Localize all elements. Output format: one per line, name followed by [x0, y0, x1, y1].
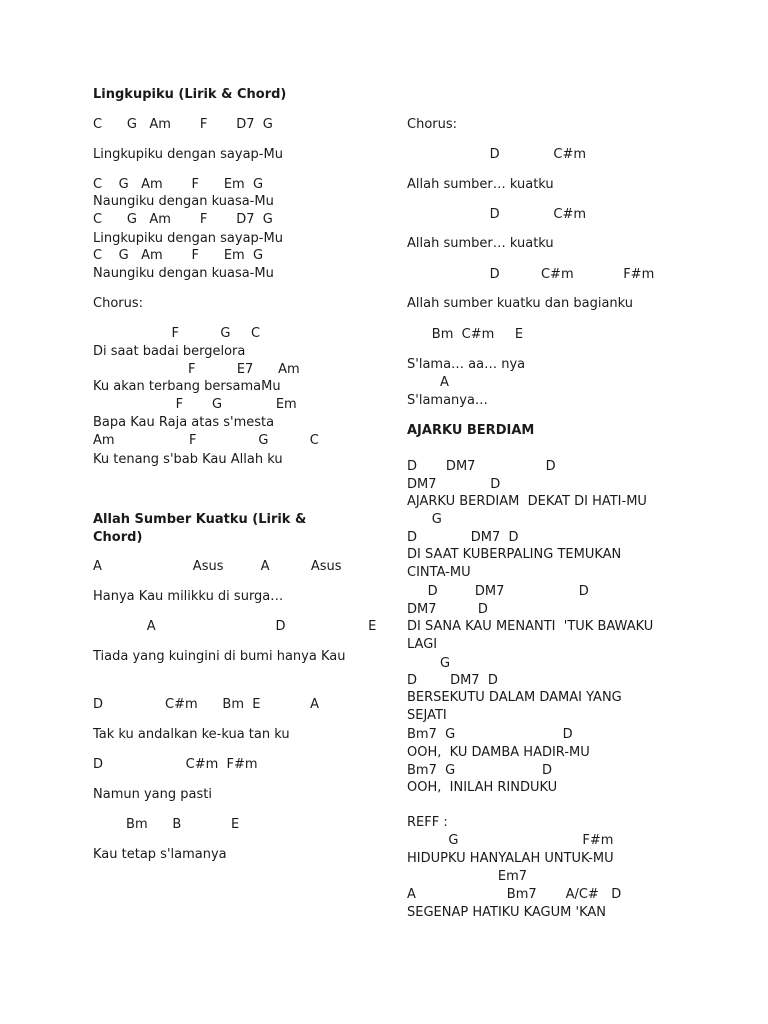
chord-line: D DM7 D	[407, 584, 589, 599]
chord-line: A Asus A Asus	[93, 559, 342, 574]
lyric-line: BERSEKUTU DALAM DAMAI YANG SEJATI	[407, 690, 626, 723]
chord-line: G	[407, 512, 442, 527]
lyric-line: Naungiku dengan kuasa-Mu	[93, 194, 274, 209]
lyric-line: Ku tenang s'bab Kau Allah ku	[93, 452, 283, 467]
lyric-line: DI SANA KAU MENANTI 'TUK BAWAKU LAGI	[407, 619, 658, 652]
chorus-label: Chorus:	[93, 296, 144, 311]
lyric-line: AJARKU BERDIAM DEKAT DI HATI-MU	[407, 494, 647, 509]
lyric-line: OOH, KU DAMBA HADIR-MU	[407, 745, 590, 760]
chord-line: DM7 D	[407, 602, 488, 617]
chord-line: Bm7 G D	[407, 763, 552, 778]
chord-line: D C#m Bm E A	[93, 697, 319, 712]
chord-line: D C#m F#m	[407, 267, 655, 282]
chord-line: A Bm7 A/C# D	[407, 887, 622, 902]
lyric-line: Allah sumber… kuatku	[407, 236, 554, 251]
lyric-line: Tiada yang kuingini di bumi hanya Kau	[93, 649, 346, 664]
chord-line: Em7	[407, 869, 528, 884]
lyric-line: DI SAAT KUBERPALING TEMUKAN CINTA-MU	[407, 547, 626, 580]
chord-line: G	[407, 656, 451, 671]
chord-line: DM7 D	[407, 477, 501, 492]
chord-line: C G Am F D7 G	[93, 117, 273, 132]
chorus-label: Chorus:	[407, 117, 458, 132]
chord-line: Bm B E	[93, 817, 240, 832]
lyric-line: HIDUPKU HANYALAH UNTUK-MU	[407, 851, 614, 866]
reff-label: REFF :	[407, 815, 448, 830]
lyric-line: Lingkupiku dengan sayap-Mu	[93, 147, 283, 162]
chord-line: A	[407, 375, 449, 390]
lyric-line: S'lamanya…	[407, 393, 488, 408]
chord-line: C G Am F Em G	[93, 177, 264, 192]
lyric-line: Namun yang pasti	[93, 787, 212, 802]
chord-line: Bm7 G D	[407, 727, 573, 742]
lyric-line: Allah sumber… kuatku	[407, 177, 554, 192]
lyric-line: Ku akan terbang bersamaMu	[93, 379, 281, 394]
lyric-line: Di saat badai bergelora	[93, 344, 246, 359]
song-title-allah-sumber-kuatku: Allah Sumber Kuatku (Lirik & Chord)	[93, 512, 311, 545]
chord-line: G F#m	[407, 833, 614, 848]
lyric-line: S'lama… aa… nya	[407, 357, 526, 372]
chord-line: D C#m	[407, 147, 587, 162]
chord-line: Am F G C	[93, 433, 319, 448]
lyric-line: Bapa Kau Raja atas s'mesta	[93, 415, 275, 430]
lyric-line: Hanya Kau milikku di surga…	[93, 589, 284, 604]
lyric-line: Lingkupiku dengan sayap-Mu	[93, 231, 283, 246]
chord-line: D DM7 D	[407, 673, 498, 688]
lyric-line: Tak ku andalkan ke-kua tan ku	[93, 727, 290, 742]
chord-line: A D E	[93, 619, 377, 634]
chord-line: D DM7 D	[407, 459, 556, 474]
lyric-line: OOH, INILAH RINDUKU	[407, 780, 558, 795]
lyric-line: Naungiku dengan kuasa-Mu	[93, 266, 274, 281]
lyric-line: SEGENAP HATIKU KAGUM 'KAN	[407, 905, 606, 920]
song-title-ajarku-berdiam: AJARKU BERDIAM	[407, 423, 535, 438]
chord-line: C G Am F Em G	[93, 248, 264, 263]
chord-line: D C#m F#m	[93, 757, 258, 772]
chord-line: D DM7 D	[407, 530, 519, 545]
chord-line: F G C	[93, 326, 261, 341]
chord-line: F G Em	[93, 397, 297, 412]
chord-line: F E7 Am	[93, 362, 300, 377]
chord-line: C G Am F D7 G	[93, 212, 273, 227]
chord-line: D C#m	[407, 207, 587, 222]
lyric-line: Kau tetap s'lamanya	[93, 847, 227, 862]
chord-line: Bm C#m E	[407, 327, 524, 342]
lyric-line: Allah sumber kuatku dan bagianku	[407, 296, 634, 311]
song-title-lingkupiku: Lingkupiku (Lirik & Chord)	[93, 87, 287, 102]
